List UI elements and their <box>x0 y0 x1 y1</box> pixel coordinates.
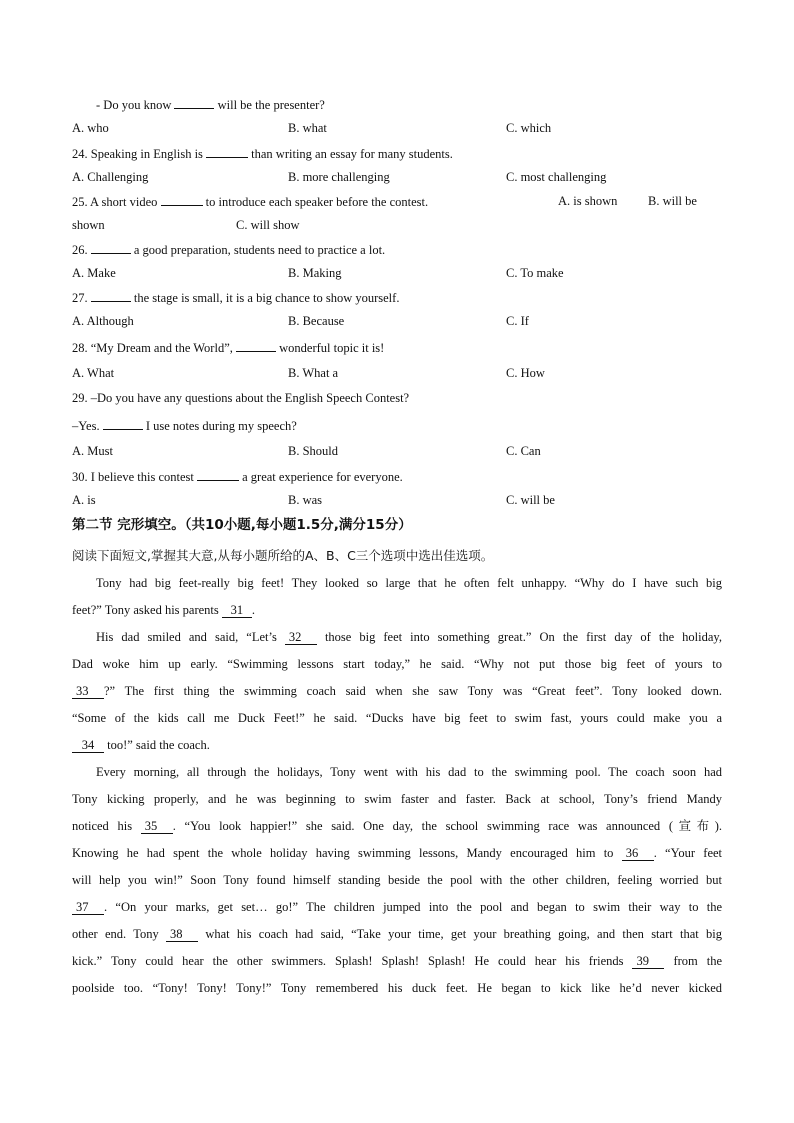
option-a[interactable]: A. Although <box>72 314 134 328</box>
passage-line <box>72 813 722 840</box>
passage-text: . “Your feet <box>653 846 723 860</box>
passage-line <box>72 678 722 705</box>
option-b-continued[interactable]: shown <box>72 218 105 232</box>
passage-text: . “On your marks, get set… go!” The children jumped into the pool and began to swim their way to the <box>104 900 722 914</box>
option-c[interactable]: C. How <box>506 366 545 380</box>
section-title: 第二节 完形填空。（共10小题,每小题1.5分,满分15分） <box>72 517 412 533</box>
answer-blank[interactable] <box>91 241 131 254</box>
answer-blank[interactable] <box>197 468 239 481</box>
option-b[interactable]: B. what <box>288 121 327 135</box>
passage-line <box>72 840 722 867</box>
blank-39[interactable]: 39 <box>632 954 664 969</box>
passage-text: His dad smiled and said, “Let’s <box>96 630 277 644</box>
option-b[interactable]: B. will be <box>648 194 697 208</box>
passage-line: poolside too. “Tony! Tony! Tony!” Tony remembered his duck feet. He began to kick like he’d never kicked <box>72 981 722 995</box>
answer-blank[interactable] <box>103 417 143 430</box>
option-c[interactable]: C. To make <box>506 266 564 280</box>
question-26-stem <box>72 241 385 258</box>
stem-text: a great experience for everyone. <box>242 470 403 484</box>
passage-text: other end. Tony <box>72 927 159 941</box>
blank-34[interactable]: 34 <box>72 738 104 753</box>
stem-text: 30. I believe this contest <box>72 470 194 484</box>
passage-line: “Some of the kids call me Duck Feet!” he said. “Ducks have big feet to swim fast, yours could make you a <box>72 711 722 725</box>
passage-line: will help you win!” Soon Tony found himself standing beside the pool with the other children, feeling worried but <box>72 873 722 887</box>
blank-37[interactable]: 37 <box>72 900 104 915</box>
option-b[interactable]: B. Making <box>288 266 342 280</box>
answer-blank[interactable] <box>236 339 276 352</box>
passage-text: feet?” Tony asked his parents <box>72 603 219 617</box>
answer-blank[interactable] <box>174 96 214 109</box>
option-c[interactable]: C. will be <box>506 493 555 507</box>
question-27-stem <box>72 289 399 306</box>
passage-text: what his coach had said, “Take your time, get your breathing going, and then start that big <box>205 927 723 941</box>
passage-line: Dad woke him up early. “Swimming lessons start today,” he said. “Why not put those big feet of yours to <box>72 657 722 671</box>
option-a[interactable]: A. is <box>72 493 96 507</box>
option-c[interactable]: C. most challenging <box>506 170 607 184</box>
section-instruction: 阅读下面短文,掌握其大意,从每小题所给的A、B、C三个选项中选出佳选项。 <box>72 548 494 563</box>
passage-text: Knowing he had spent the whole holiday having swimming lessons, Mandy encouraged him to <box>72 846 614 860</box>
passage-line <box>72 894 722 921</box>
stem-text: 26. <box>72 243 88 257</box>
answer-blank[interactable] <box>161 193 203 206</box>
passage-line <box>72 597 722 624</box>
option-c[interactable]: C. Can <box>506 444 541 458</box>
option-a[interactable]: A. Challenging <box>72 170 149 184</box>
stem-text: than writing an essay for many students. <box>251 147 453 161</box>
stem-text: 25. A short video <box>72 195 158 209</box>
passage-text: too!” said the coach. <box>107 738 210 752</box>
blank-35[interactable]: 35 <box>141 819 173 834</box>
option-b[interactable]: B. What a <box>288 366 339 380</box>
stem-text: 27. <box>72 291 88 305</box>
question-29-stem: 29. –Do you have any questions about the English Speech Contest? <box>72 391 410 405</box>
passage-text: noticed his <box>72 819 133 833</box>
passage-line <box>72 732 722 759</box>
passage-text: ?” The first thing the swimming coach said when she saw Tony was “Great feet”. Tony looked down. <box>104 684 722 698</box>
passage-line: Every morning, all through the holidays, Tony went with his dad to the swimming pool. The coach soon had <box>96 765 722 779</box>
passage-text: . <box>251 603 256 617</box>
option-c[interactable]: C. will show <box>236 218 300 232</box>
stem-text: to introduce each speaker before the contest. <box>205 195 429 209</box>
question-24-stem <box>72 145 453 162</box>
option-c[interactable]: C. If <box>506 314 529 328</box>
option-b[interactable]: B. Because <box>288 314 345 328</box>
option-a[interactable]: A. is shown <box>558 194 618 208</box>
answer-blank[interactable] <box>91 289 131 302</box>
stem-text: 24. Speaking in English is <box>72 147 203 161</box>
passage-text: . “You look happier!” she said. One day, the school swimming race was announced (宣布). <box>172 819 722 833</box>
question-29-reply <box>72 417 297 434</box>
stem-text: a good preparation, students need to practice a lot. <box>133 243 386 257</box>
passage-text: from the <box>673 954 723 968</box>
blank-32[interactable]: 32 <box>285 630 317 645</box>
stem-text: I use notes during my speech? <box>145 419 297 433</box>
passage-text: kick.” Tony could hear the other swimmers. Splash! Splash! Splash! He could hear his friends <box>72 954 624 968</box>
option-b[interactable]: B. more challenging <box>288 170 390 184</box>
passage-line <box>72 921 722 948</box>
blank-38[interactable]: 38 <box>166 927 198 942</box>
option-b[interactable]: B. was <box>288 493 323 507</box>
stem-text: the stage is small, it is a big chance to show yourself. <box>133 291 400 305</box>
option-c[interactable]: C. which <box>506 121 552 135</box>
stem-text: 28. “My Dream and the World”, <box>72 341 233 355</box>
passage-text: those big feet into something great.” On the first day of the holiday, <box>324 630 722 644</box>
cloze-passage <box>72 570 722 1002</box>
stem-text: - Do you know <box>96 98 172 112</box>
option-a[interactable]: A. What <box>72 366 115 380</box>
stem-text: –Yes. <box>72 419 100 433</box>
stem-text: will be the presenter? <box>217 98 325 112</box>
passage-line: Tony had big feet-really big feet! They looked so large that he often felt unhappy. “Why do I have such big <box>96 576 722 590</box>
option-a[interactable]: A. Make <box>72 266 116 280</box>
passage-line: Tony kicking properly, and he was beginning to swim faster and faster. Back at school, Tony’s friend Mandy <box>72 792 722 806</box>
stem-text: wonderful topic it is! <box>279 341 385 355</box>
passage-line <box>72 624 722 651</box>
question-23-stem <box>96 96 325 113</box>
passage-line <box>72 948 722 975</box>
question-28-stem <box>72 339 384 356</box>
option-a[interactable]: A. who <box>72 121 109 135</box>
question-30-stem <box>72 468 403 485</box>
answer-blank[interactable] <box>206 145 248 158</box>
blank-33[interactable]: 33 <box>72 684 104 699</box>
option-b[interactable]: B. Should <box>288 444 339 458</box>
question-25-stem <box>72 193 428 210</box>
blank-36[interactable]: 36 <box>622 846 654 861</box>
option-a[interactable]: A. Must <box>72 444 113 458</box>
blank-31[interactable]: 31 <box>222 603 252 618</box>
